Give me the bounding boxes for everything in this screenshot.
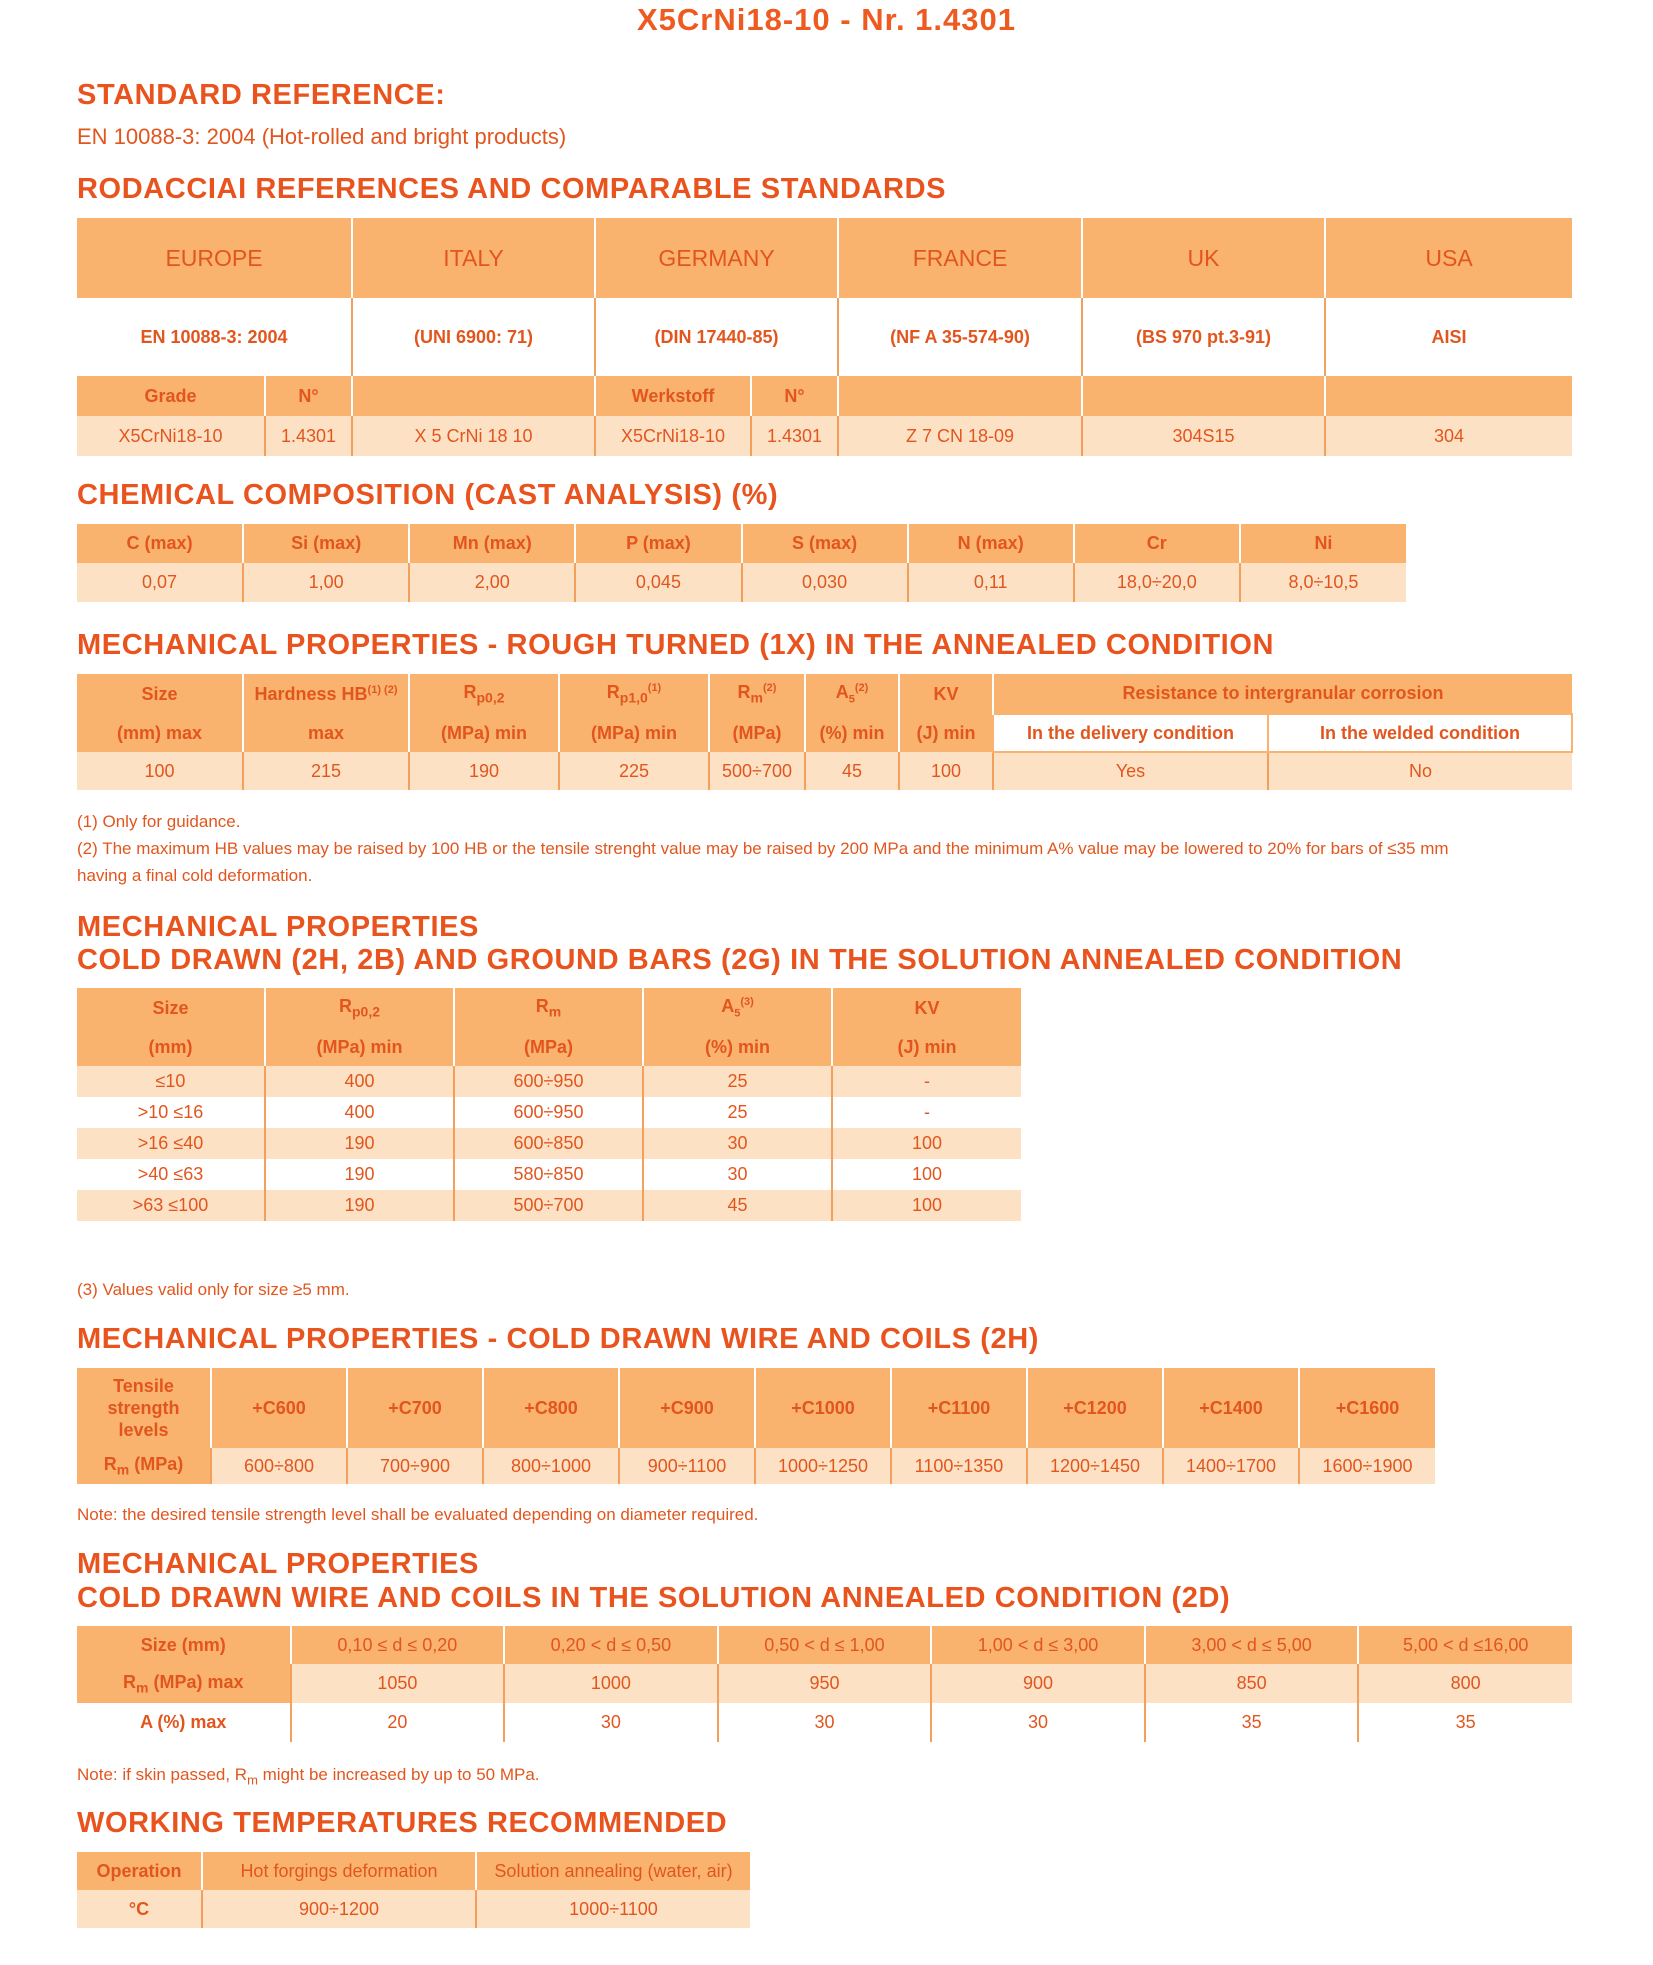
- mech1-note2a: (2) The maximum HB values may be raised by 100 HB or the tensile strenght value may be raised by 200 MPa and the minimum A% value may be lowered to 20% for bars of ≤35 mm: [77, 839, 1449, 858]
- temps-v-solution-annealing: 1000÷1100: [476, 1890, 750, 1928]
- m2-cell-2-3: 30: [643, 1128, 832, 1159]
- m1-value-1: 215: [243, 752, 409, 790]
- m1-h-size: Size: [77, 674, 243, 714]
- m2-cell-4-4: 100: [832, 1190, 1021, 1221]
- mech3-heading: MECHANICAL PROPERTIES - COLD DRAWN WIRE AND COILS (2H): [77, 1323, 1040, 1355]
- mech1-table: [77, 674, 1573, 790]
- chem-value-3: 0,045: [575, 563, 741, 602]
- m2-cell-0-0: ≤10: [77, 1066, 265, 1097]
- temps-h-hot-forging: Hot forgings deformation: [202, 1852, 476, 1890]
- mech4-heading1: MECHANICAL PROPERTIES: [77, 1548, 479, 1580]
- m1-h-a5-2: (%) min: [805, 714, 899, 752]
- m4-rm-0: 1050: [291, 1664, 505, 1703]
- chem-header-1: Si (max): [243, 524, 409, 563]
- m3-level-4: +C1000: [755, 1368, 891, 1448]
- m1-h-resistance: Resistance to intergranular corrosion: [993, 674, 1572, 714]
- chem-header-4: S (max): [742, 524, 908, 563]
- m1-value-0: 100: [77, 752, 243, 790]
- temps-v-hot-forging: 900÷1200: [202, 1890, 476, 1928]
- m2-cell-1-2: 600÷950: [454, 1097, 643, 1128]
- m4-h-size: Size (mm): [77, 1626, 291, 1664]
- m4-rm-label: $R_m$ (MPa) max: [77, 1664, 291, 1703]
- chem-header-2: Mn (max): [409, 524, 575, 563]
- m2-h-rm: $R_m$: [454, 988, 643, 1028]
- country-europe: EUROPE: [77, 218, 352, 298]
- page-title: X5CrNi18-10 - Nr. 1.4301: [637, 2, 1016, 37]
- m4-size-3: 1,00 < d ≤ 3,00: [931, 1626, 1145, 1664]
- m2-cell-2-4: 100: [832, 1128, 1021, 1159]
- m4-a-3: 30: [931, 1703, 1145, 1742]
- references-heading: RODACCIAI REFERENCES AND COMPARABLE STANDARDS: [77, 173, 947, 205]
- m2-h-kv: KV: [832, 988, 1021, 1028]
- value-eu-n: 1.4301: [265, 416, 352, 456]
- m2-h-rp2: (MPa) min: [265, 1028, 454, 1066]
- m2-cell-0-3: 25: [643, 1066, 832, 1097]
- standard-europe: EN 10088-3: 2004: [77, 298, 352, 376]
- standard-germany: (DIN 17440-85): [595, 298, 838, 376]
- standard-italy: (UNI 6900: 71): [352, 298, 595, 376]
- references-table: [77, 218, 1572, 456]
- m3-level-5: +C1100: [891, 1368, 1027, 1448]
- m2-h-rm2: (MPa): [454, 1028, 643, 1066]
- standard-france: (NF A 35-574-90): [838, 298, 1082, 376]
- m1-value-5: 45: [805, 752, 899, 790]
- m2-cell-0-4: -: [832, 1066, 1021, 1097]
- m3-value-1: 700÷900: [347, 1448, 483, 1484]
- m4-rm-1: 1000: [504, 1664, 718, 1703]
- chem-header-0: C (max): [77, 524, 243, 563]
- chem-header-5: N (max): [908, 524, 1074, 563]
- value-usa: 304: [1325, 416, 1572, 456]
- m4-size-4: 3,00 < d ≤ 5,00: [1145, 1626, 1359, 1664]
- m2-cell-4-1: 190: [265, 1190, 454, 1221]
- value-de-werkstoff: X5CrNi18-10: [595, 416, 751, 456]
- standard-reference-text: EN 10088-3: 2004 (Hot-rolled and bright products): [77, 124, 567, 149]
- subheader-werkstoff: Werkstoff: [595, 376, 751, 416]
- m2-cell-0-2: 600÷950: [454, 1066, 643, 1097]
- standard-uk: (BS 970 pt.3-91): [1082, 298, 1325, 376]
- m2-cell-3-3: 30: [643, 1159, 832, 1190]
- chemical-table: [77, 524, 1406, 602]
- m2-h-a5: $A_5^{(3)}$: [643, 988, 832, 1028]
- mech1-note2b: having a final cold deformation.: [77, 866, 313, 885]
- temps-heading: WORKING TEMPERATURES RECOMMENDED: [77, 1807, 728, 1839]
- m2-cell-4-2: 500÷700: [454, 1190, 643, 1221]
- m1-h-rm2: (MPa): [709, 714, 805, 752]
- m2-row-1: [77, 1097, 1021, 1128]
- m3-value-7: 1400÷1700: [1163, 1448, 1299, 1484]
- m2-cell-4-3: 45: [643, 1190, 832, 1221]
- m1-h-kv: KV: [899, 674, 993, 714]
- m2-row-0: [77, 1066, 1021, 1097]
- mech2-note: (3) Values valid only for size ≥5 mm.: [77, 1280, 350, 1299]
- m4-a-1: 30: [504, 1703, 718, 1742]
- m4-a-5: 35: [1358, 1703, 1572, 1742]
- value-france: Z 7 CN 18-09: [838, 416, 1082, 456]
- chem-value-4: 0,030: [742, 563, 908, 602]
- m3-value-3: 900÷1100: [619, 1448, 755, 1484]
- m1-h-kv2: (J) min: [899, 714, 993, 752]
- m1-h-rp02: $R_{p0,2}$: [409, 674, 559, 714]
- m1-h-rp10-2: (MPa) min: [559, 714, 709, 752]
- chem-header-6: Cr: [1074, 524, 1240, 563]
- m4-size-2: 0,50 < d ≤ 1,00: [718, 1626, 932, 1664]
- subheader-usa: [1325, 376, 1572, 416]
- m3-level-3: +C900: [619, 1368, 755, 1448]
- m4-a-2: 30: [718, 1703, 932, 1742]
- m4-rm-3: 900: [931, 1664, 1145, 1703]
- subheader-uk: [1082, 376, 1325, 416]
- chem-header-3: P (max): [575, 524, 741, 563]
- m1-h-size2: (mm) max: [77, 714, 243, 752]
- m2-row-2: [77, 1128, 1021, 1159]
- m2-cell-3-0: >40 ≤63: [77, 1159, 265, 1190]
- m4-rm-2: 950: [718, 1664, 932, 1703]
- m3-rm-label: $R_m$ (MPa): [77, 1448, 211, 1484]
- m2-cell-3-1: 190: [265, 1159, 454, 1190]
- m3-level-8: +C1600: [1299, 1368, 1435, 1448]
- subheader-france: [838, 376, 1082, 416]
- m2-cell-3-4: 100: [832, 1159, 1021, 1190]
- m2-cell-4-0: >63 ≤100: [77, 1190, 265, 1221]
- temps-h-solution-annealing: Solution annealing (water, air): [476, 1852, 750, 1890]
- mech3-table: [77, 1368, 1435, 1484]
- country-usa: USA: [1325, 218, 1572, 298]
- chemical-heading: CHEMICAL COMPOSITION (CAST ANALYSIS) (%): [77, 479, 779, 511]
- m3-h-label: Tensile strength levels: [77, 1368, 211, 1448]
- m3-value-8: 1600÷1900: [1299, 1448, 1435, 1484]
- m1-h-rp10: $R_{p1,0}^{(1)}$: [559, 674, 709, 714]
- mech1-heading: MECHANICAL PROPERTIES - ROUGH TURNED (1X) IN THE ANNEALED CONDITION: [77, 629, 1275, 661]
- chem-header-7: Ni: [1240, 524, 1406, 563]
- m4-a-label: A (%) max: [77, 1703, 291, 1742]
- chem-value-1: 1,00: [243, 563, 409, 602]
- mech2-table: [77, 988, 1021, 1221]
- value-de-n: 1.4301: [751, 416, 838, 456]
- m1-h-rp02-2: (MPa) min: [409, 714, 559, 752]
- m4-rm-5: 800: [1358, 1664, 1572, 1703]
- mech4-heading2: COLD DRAWN WIRE AND COILS IN THE SOLUTION ANNEALED CONDITION (2D): [77, 1582, 1231, 1614]
- chem-value-0: 0,07: [77, 563, 243, 602]
- m3-level-7: +C1400: [1163, 1368, 1299, 1448]
- mech2-heading1: MECHANICAL PROPERTIES: [77, 911, 479, 943]
- temps-v-unit: °C: [77, 1890, 202, 1928]
- m1-h-a5: $A_5^{(2)}$: [805, 674, 899, 714]
- chem-value-5: 0,11: [908, 563, 1074, 602]
- m4-size-5: 5,00 < d ≤16,00: [1358, 1626, 1572, 1664]
- subheader-italy: [352, 376, 595, 416]
- m1-value-2: 190: [409, 752, 559, 790]
- m3-level-0: +C600: [211, 1368, 347, 1448]
- standard-usa: AISI: [1325, 298, 1572, 376]
- country-germany: GERMANY: [595, 218, 838, 298]
- chem-value-6: 18,0÷20,0: [1074, 563, 1240, 602]
- m4-size-0: 0,10 ≤ d ≤ 0,20: [291, 1626, 505, 1664]
- m2-h-kv2: (J) min: [832, 1028, 1021, 1066]
- mech4-table: [77, 1626, 1572, 1742]
- m2-h-rp: $R_{p0,2}$: [265, 988, 454, 1028]
- m1-value-7: Yes: [993, 752, 1268, 790]
- mech3-note: Note: the desired tensile strength level shall be evaluated depending on diameter required.: [77, 1505, 759, 1524]
- m3-value-0: 600÷800: [211, 1448, 347, 1484]
- value-italy: X 5 CrNi 18 10: [352, 416, 595, 456]
- temps-h-operation: Operation: [77, 1852, 202, 1890]
- m2-h-a5-2: (%) min: [643, 1028, 832, 1066]
- m1-value-6: 100: [899, 752, 993, 790]
- country-italy: ITALY: [352, 218, 595, 298]
- m1-h-rm: $R_m^{(2)}$: [709, 674, 805, 714]
- m1-h-welded: In the welded condition: [1268, 714, 1572, 752]
- value-eu-grade: X5CrNi18-10: [77, 416, 265, 456]
- m1-value-3: 225: [559, 752, 709, 790]
- m2-cell-1-4: -: [832, 1097, 1021, 1128]
- subheader-n2: N°: [751, 376, 838, 416]
- m1-value-8: No: [1268, 752, 1572, 790]
- subheader-grade: Grade: [77, 376, 265, 416]
- mech4-note: Note: if skin passed, $R_m$ might be increased by up to 50 MPa.: [77, 1765, 540, 1788]
- temps-table: [77, 1852, 750, 1928]
- m2-row-3: [77, 1159, 1021, 1190]
- m2-cell-0-1: 400: [265, 1066, 454, 1097]
- m4-size-1: 0,20 < d ≤ 0,50: [504, 1626, 718, 1664]
- m2-cell-1-0: >10 ≤16: [77, 1097, 265, 1128]
- m1-h-delivery: In the delivery condition: [993, 714, 1268, 752]
- country-france: FRANCE: [838, 218, 1082, 298]
- m3-value-2: 800÷1000: [483, 1448, 619, 1484]
- standard-reference-heading: STANDARD REFERENCE:: [77, 79, 446, 111]
- subheader-n1: N°: [265, 376, 352, 416]
- m3-level-1: +C700: [347, 1368, 483, 1448]
- m2-cell-1-1: 400: [265, 1097, 454, 1128]
- m2-h-size2: (mm): [77, 1028, 265, 1066]
- m2-h-size: Size: [77, 988, 265, 1028]
- mech2-heading2: COLD DRAWN (2H, 2B) AND GROUND BARS (2G) IN THE SOLUTION ANNEALED CONDITION: [77, 944, 1403, 976]
- m2-cell-2-0: >16 ≤40: [77, 1128, 265, 1159]
- chem-value-7: 8,0÷10,5: [1240, 563, 1406, 602]
- chem-value-2: 2,00: [409, 563, 575, 602]
- m2-cell-3-2: 580÷850: [454, 1159, 643, 1190]
- mech1-note1: (1) Only for guidance.: [77, 812, 241, 831]
- m2-cell-2-1: 190: [265, 1128, 454, 1159]
- m2-row-4: [77, 1190, 1021, 1221]
- m3-level-6: +C1200: [1027, 1368, 1163, 1448]
- m1-value-4: 500÷700: [709, 752, 805, 790]
- m1-h-hardness: Hardness $HB^{(1) (2)}$: [243, 674, 409, 714]
- m2-cell-1-3: 25: [643, 1097, 832, 1128]
- m4-rm-4: 850: [1145, 1664, 1359, 1703]
- m2-cell-2-2: 600÷850: [454, 1128, 643, 1159]
- m4-a-4: 35: [1145, 1703, 1359, 1742]
- m3-value-4: 1000÷1250: [755, 1448, 891, 1484]
- m3-value-6: 1200÷1450: [1027, 1448, 1163, 1484]
- m1-h-hardness2: max: [243, 714, 409, 752]
- m3-level-2: +C800: [483, 1368, 619, 1448]
- country-uk: UK: [1082, 218, 1325, 298]
- m3-value-5: 1100÷1350: [891, 1448, 1027, 1484]
- value-uk: 304S15: [1082, 416, 1325, 456]
- m4-a-0: 20: [291, 1703, 505, 1742]
